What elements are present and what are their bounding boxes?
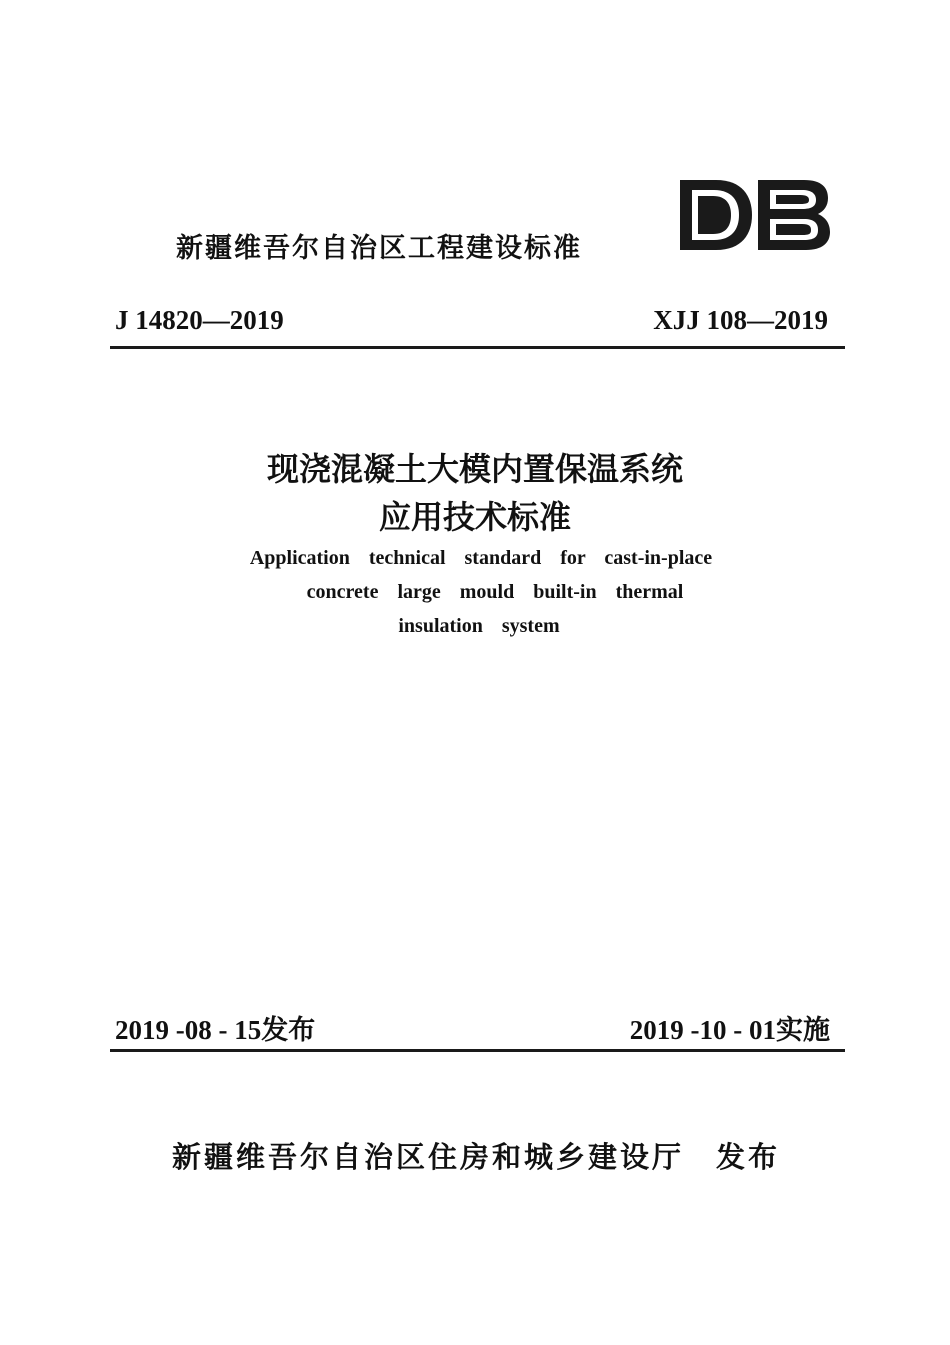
title-zh-line1: 现浇混凝土大模内置保温系统 <box>266 450 683 488</box>
publish-date: 2019 -08 - 15发布 <box>115 1015 316 1045</box>
title-en-line3: insulation system <box>398 615 560 637</box>
title-en-line1: Application technical standard for cast-in-place <box>249 547 713 569</box>
title-en-line2: concrete large mould built-in thermal <box>306 581 684 603</box>
standard-code-left: J 14820—2019 <box>115 305 284 335</box>
publisher-line: 新疆维吾尔自治区住房和城乡建设厅 发布 <box>172 1140 781 1174</box>
top-divider <box>110 346 845 349</box>
title-zh-line2: 应用技术标准 <box>378 498 571 536</box>
standard-code-right: XJJ 108—2019 <box>653 305 828 335</box>
db-logo-icon <box>676 176 832 254</box>
issuer-heading: 新疆维吾尔自治区工程建设标准 <box>176 233 582 264</box>
bottom-divider <box>110 1049 845 1052</box>
effective-date: 2019 -10 - 01实施 <box>629 1015 830 1045</box>
